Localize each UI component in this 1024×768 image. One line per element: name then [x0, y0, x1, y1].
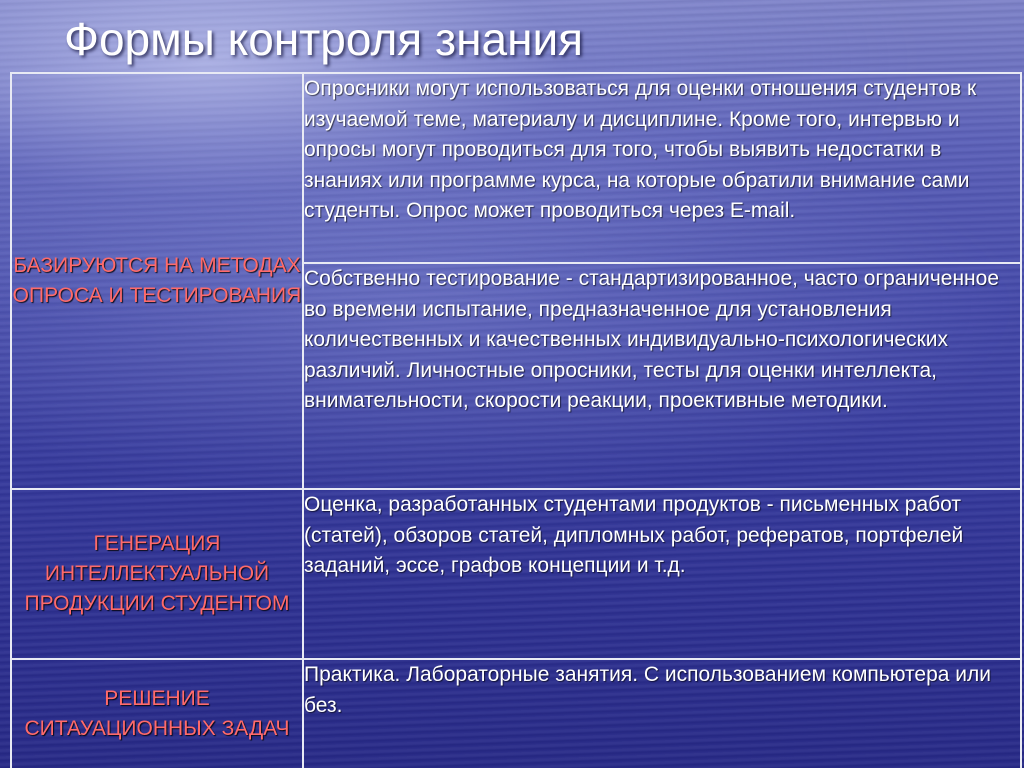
content-table — [10, 72, 1022, 768]
description-cell: Опросники могут использоваться для оценки отношения студентов к изучаемой теме, материалу и дисциплине. Кроме того, интервью и опросы могут проводиться для того, чтобы выявить недостатки в знаниях или программе курса, на которые обратили внимание сами студенты. Опрос может проводиться через E-mail. — [303, 73, 1021, 263]
table-row — [11, 489, 1021, 659]
category-cell: ГЕНЕРАЦИЯ ИНТЕЛЛЕКТУАЛЬНОЙ ПРОДУКЦИИ СТУДЕНТОМ — [11, 489, 303, 659]
category-cell: РЕШЕНИЕ СИТАУАЦИОННЫХ ЗАДАЧ — [11, 659, 303, 768]
table-row — [11, 73, 1021, 263]
description-cell: Собственно тестирование - стандартизированное, часто ограниченное во времени испытание, предназначенное для установления количественных и качественных индивидуально-психологических различий. Личностные опросники, тесты для оценки интеллекта, внимательности, скорости реакции, проективные методики. — [303, 263, 1021, 489]
description-cell: Оценка, разработанных студентами продуктов - письменных работ (статей), обзоров статей, дипломных работ, рефератов, портфелей заданий, эссе, графов концепции и т.д. — [303, 489, 1021, 659]
category-cell: БАЗИРУЮТСЯ НА МЕТОДАХ ОПРОСА И ТЕСТИРОВАНИЯ — [11, 73, 303, 489]
description-cell: Практика. Лабораторные занятия. С использованием компьютера или без. — [303, 659, 1021, 768]
table-row — [11, 659, 1021, 768]
slide-title: Формы контроля знания — [64, 13, 584, 65]
